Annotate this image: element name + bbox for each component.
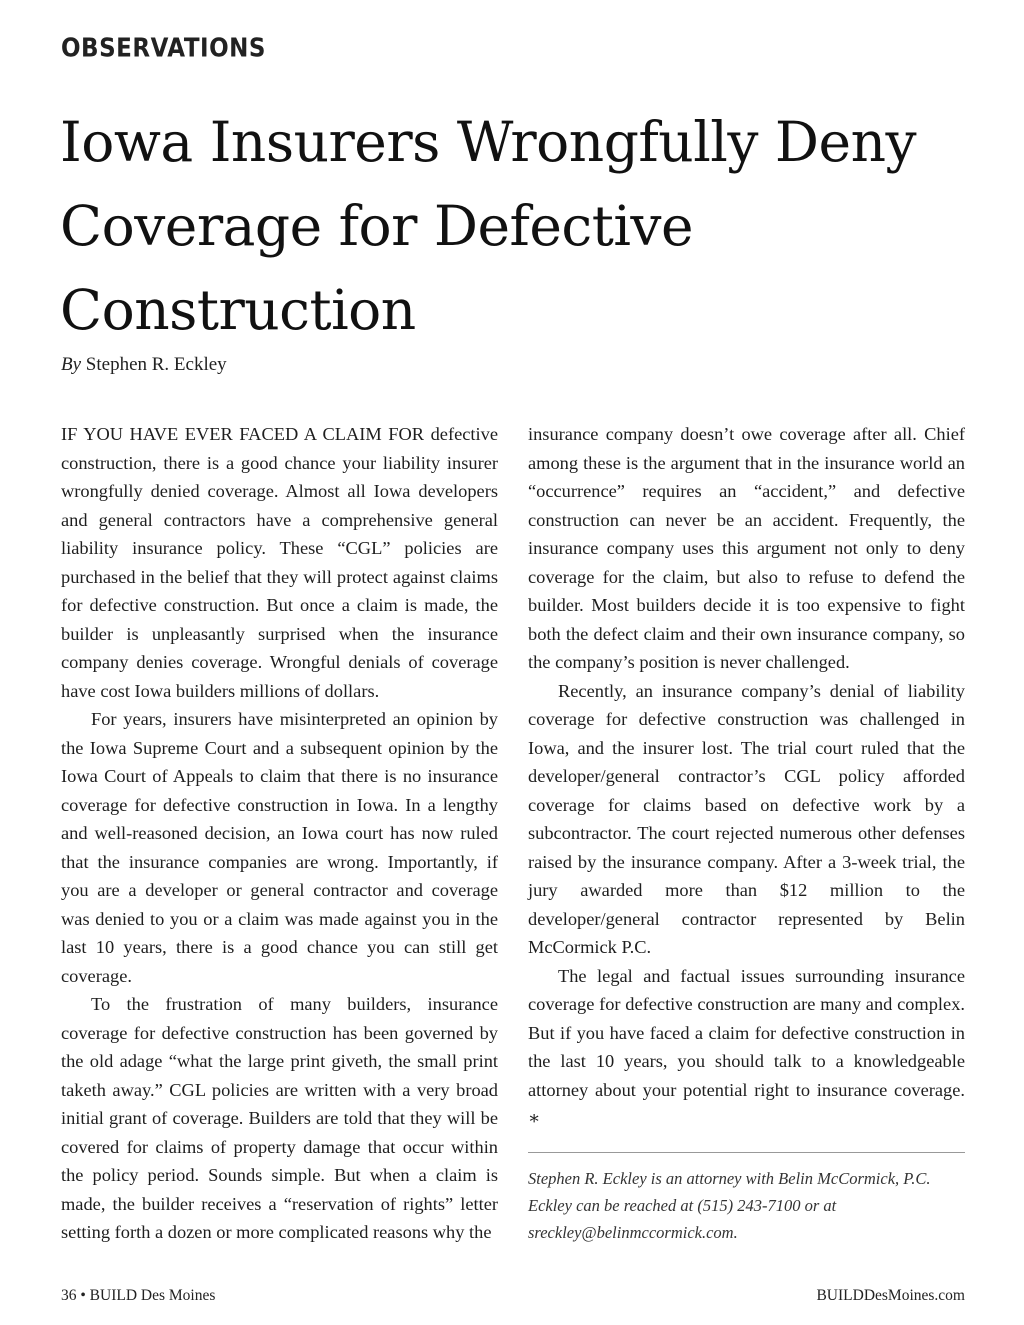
byline-author: Stephen R. Eckley bbox=[85, 354, 227, 375]
author-bio bbox=[528, 1165, 965, 1246]
paragraph-1 bbox=[61, 420, 498, 705]
footer-website: BUILDDesMoines.com bbox=[816, 1287, 965, 1304]
paragraph-1-text: defective construction, there is a good chance your liability insurer wrongfully denied coverage. Almost all Iowa developers and general contractors have a comprehensive general liability insurance policy. These “CGL” policies are purchased in the belief that they will protect against claims for defective construction. But once a claim is made, the builder is unpleasantly surprised when the insurance company denies coverage. Wrongful denials of coverage have cost Iowa builders millions of dollars. bbox=[61, 424, 498, 701]
section-label: OBSERVATIONS bbox=[61, 34, 266, 64]
author-bio-text: Stephen R. Eckley is an attorney with Belin McCormick, P.C. Eckley can be reached at (515) 243-7100 or at sreckley@belinmccormick.com. bbox=[528, 1169, 931, 1242]
footer-page-number: 36 • BUILD Des Moines bbox=[61, 1287, 216, 1304]
paragraph-3: To the frustration of many builders, insurance coverage for defective construction has been governed by the old adage “what the large print giveth, the small print taketh away.” CGL policies are written with a very broad initial grant of coverage. Builders are told that they will be covered for claims of property damage that occur within the policy period. Sounds simple. But when a claim is made, the builder receives a “reservation of rights” letter setting forth a dozen or more complicated reasons why the bbox=[61, 994, 498, 1242]
paragraph-4: Recently, an insurance company’s denial of liability coverage for defective construction was challenged in Iowa, and the insurer lost. The trial court ruled that the developer/general contractor’s CGL policy afforded coverage for claims based on defective work by a subcontractor. The court rejected numerous other defenses raised by the insurance company. After a 3-week trial, the jury awarded more than $12 million to the developer/general contractor represented by Belin McCormick P.C. bbox=[528, 680, 965, 957]
byline bbox=[61, 354, 227, 376]
byline-prefix: By bbox=[61, 354, 82, 375]
article-headline: Iowa Insurers Wrongfully Deny Coverage for Defective Construction bbox=[60, 110, 917, 342]
lead-in-caps: IF YOU HAVE EVER FACED A CLAIM FOR bbox=[61, 424, 425, 444]
paragraph-3-continued: insurance company doesn’t owe coverage after all. Chief among these is the argument that in the insurance world an “occurrence” requires an “accident,” and defective construction can never be an accident. Frequently, the insurance company uses this argument not only to deny coverage for the claim, but also to refuse to defend the builder. Most builders decide it is too expensive to fight both the defect claim and their own insurance company, so the company’s position is never challenged. bbox=[528, 424, 965, 672]
paragraph-2: For years, insurers have misinterpreted an opinion by the Iowa Supreme Court and a subsequent opinion by the Iowa Court of Appeals to claim that there is no insurance coverage for defective construction in Iowa. In a lengthy and well-reasoned decision, an Iowa court has now ruled that the insurance companies are wrong. Importantly, if you are a developer or general contractor and coverage was denied to you or a claim was made against you in the last 10 years, there is a good chance you can still get coverage. bbox=[61, 709, 498, 986]
paragraph-5: The legal and factual issues surrounding insurance coverage for defective construction are many and complex. But if you have faced a claim for defective construction in the last 10 years, you should talk to a knowledgeable attorney about your potential right to insurance coverage. ∗ bbox=[528, 965, 965, 1128]
article-column-right bbox=[528, 420, 965, 1133]
bio-divider bbox=[528, 1152, 965, 1153]
article-column-left bbox=[61, 420, 498, 1247]
